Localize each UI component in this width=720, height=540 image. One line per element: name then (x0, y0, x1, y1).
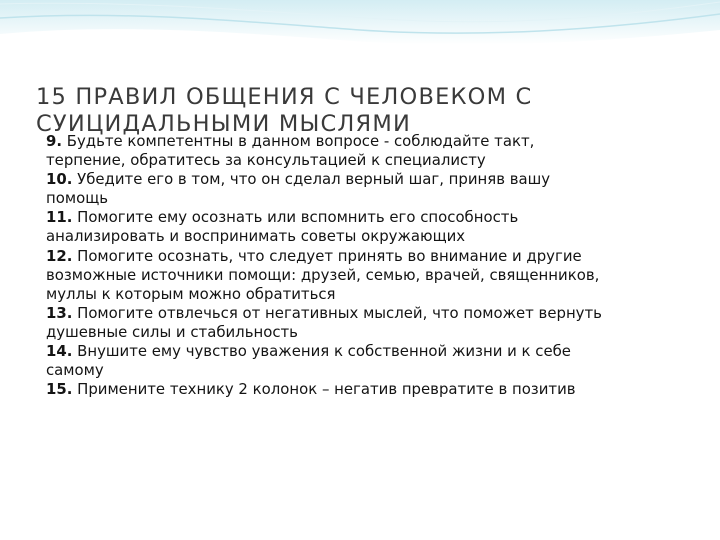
rule-number: 12. (46, 246, 73, 265)
header-wave-decoration (0, 0, 720, 80)
rule-text: Будьте компетентны в данном вопросе - соблюдайте такт, терпение, обратитесь за консультацией к специалисту (46, 132, 535, 170)
rule-text: Примените технику 2 колонок – негатив превратите в позитив (72, 380, 576, 399)
rule-item (46, 380, 611, 399)
rule-number: 9. (46, 132, 63, 150)
rule-item (46, 342, 611, 380)
rule-text: Помогите отвлечься от негативных мыслей, что поможет вернуть душевные силы и стабильность (46, 303, 602, 341)
rule-item (46, 247, 611, 304)
rules-list (46, 132, 611, 399)
rule-item (46, 170, 611, 208)
rule-item (46, 208, 611, 246)
rule-number: 10. (46, 170, 73, 189)
rule-text: Помогите осознать, что следует принять во внимание и другие возможные источники помощи: друзей, семью, врачей, священников, муллы к которым можно обратиться (46, 246, 600, 303)
rule-text: Помогите ему осознать или вспомнить его способность анализировать и воспринимать советы окружающих (46, 208, 519, 246)
rule-number: 13. (46, 303, 73, 322)
rule-number: 14. (46, 342, 73, 361)
rule-number: 15. (46, 380, 73, 399)
rule-number: 11. (46, 208, 73, 227)
rule-text: Внушите ему чувство уважения к собственной жизни и к себе самому (46, 342, 571, 380)
rule-item (46, 132, 611, 170)
rule-text: Убедите его в том, что он сделал верный шаг, приняв вашу помощь (46, 170, 551, 208)
rule-item (46, 304, 611, 342)
slide-title: 15 ПРАВИЛ ОБЩЕНИЯ С ЧЕЛОВЕКОМ С СУИЦИДАЛЬНЫМИ МЫСЛЯМИ (36, 84, 533, 137)
